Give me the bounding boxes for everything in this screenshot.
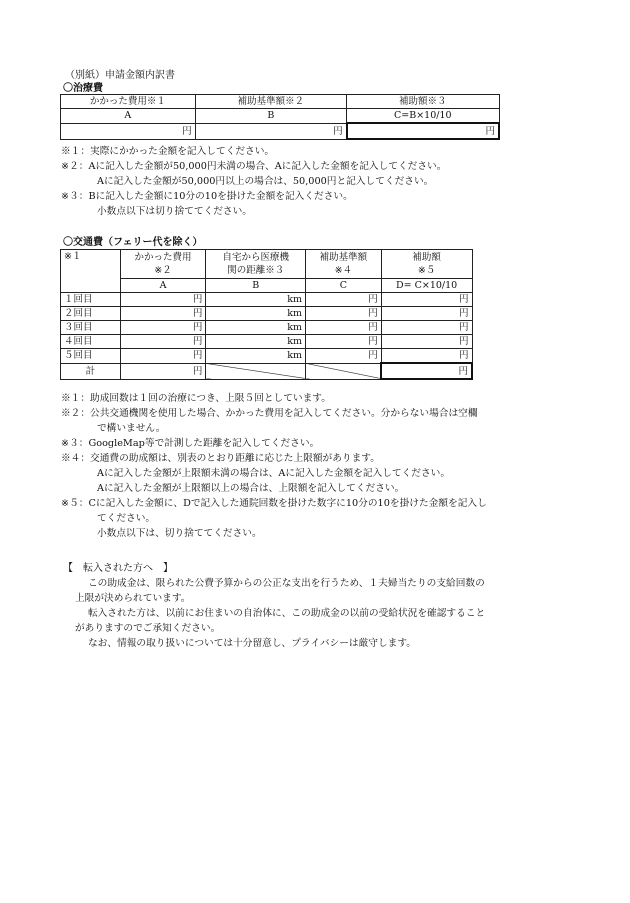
transfer-para-2b: がありますのでご承知ください。 [75, 623, 221, 634]
transport-cell-d[interactable]: 円 [381, 349, 472, 364]
treatment-header-c: 補助額※３ [347, 95, 499, 109]
treatment-input-b[interactable]: 円 [195, 123, 346, 139]
transport-row-label: ５回目 [61, 349, 121, 364]
transport-cell-b[interactable]: km [206, 293, 306, 307]
transport-cell-a[interactable]: 円 [120, 335, 206, 349]
transport-note-2: ※２：公共交通機関を使用した場合、かかった費用を記入してください。分からない場合は空欄 [61, 408, 478, 419]
transport-note-5b: てください。 [97, 513, 156, 524]
transport-cell-c[interactable]: 円 [306, 321, 382, 335]
transport-note-3: ※３：GoogleMap等で計測した距離を記入してください。 [61, 438, 320, 449]
document-title: （別紙）申請金額内訳書 [65, 70, 175, 81]
transport-header-d [381, 250, 472, 279]
transport-note-5: ※５：Cに記入した金額に、Dで記入した通院回数を掛けた数字に10分の10を掛けた金額を記入し [61, 498, 487, 509]
transport-code-b: B [206, 279, 306, 293]
transport-note-4c: Aに記入した金額が上限額以上の場合は、上限額を記入してください。 [97, 483, 405, 494]
transport-header-c-line1: 補助基準額 [319, 252, 368, 263]
treatment-code-b: B [195, 109, 346, 124]
transport-cell-b[interactable]: km [206, 335, 306, 349]
transfer-para-3: なお、情報の取り扱いについては十分留意し、プライバシーは厳守します。 [88, 638, 416, 649]
treatment-note-1: ※１：実際にかかった金額を記入してください。 [61, 146, 275, 157]
transport-note-5c: 小数点以下は、切り捨ててください。 [97, 528, 262, 539]
transport-row-5 [61, 349, 473, 364]
treatment-header-row [61, 95, 500, 109]
transfer-heading: 【 転入された方へ 】 [63, 563, 173, 574]
transport-cell-b[interactable]: km [206, 307, 306, 321]
transport-total-label: 計 [61, 363, 121, 379]
treatment-header-a: かかった費用※１ [61, 95, 196, 109]
transport-cell-c[interactable]: 円 [306, 293, 382, 307]
transport-code-a: A [120, 279, 206, 293]
transport-total-d[interactable]: 円 [381, 363, 472, 379]
transport-row-label: ４回目 [61, 335, 121, 349]
transport-row-1 [61, 293, 473, 307]
transport-note-4: ※４：交通費の助成額は、別表のとおり距離に応じた上限額があります。 [61, 453, 380, 464]
transport-total-row [61, 363, 473, 379]
transport-header-a [120, 250, 206, 279]
transport-note-2b: で構いません。 [97, 423, 166, 434]
treatment-note-2: ※２：Aに記入した金額が50,000円未満の場合、Aに記入した金額を記入してください。 [61, 161, 447, 172]
treatment-code-c: C=B×10/10 [347, 109, 499, 124]
transport-cell-a[interactable]: 円 [120, 307, 206, 321]
treatment-note-2b: Aに記入した金額が50,000円以上の場合は、50,000円と記入してください。 [97, 176, 434, 187]
transport-cell-b[interactable]: km [206, 321, 306, 335]
transport-row-4 [61, 335, 473, 349]
treatment-input-c[interactable]: 円 [347, 123, 499, 139]
transport-header-b [206, 250, 306, 279]
transport-cell-d[interactable]: 円 [381, 335, 472, 349]
transport-cell-d[interactable]: 円 [381, 307, 472, 321]
treatment-note-3: ※３：Bに記入した金額に10分の10を掛けた金額を記入ください。 [61, 191, 353, 202]
transport-note-4b: Aに記入した金額が上限額未満の場合は、Aに記入した金額を記入してください。 [97, 468, 451, 479]
transport-cell-a[interactable]: 円 [120, 321, 206, 335]
transport-cell-c[interactable]: 円 [306, 349, 382, 364]
transport-row-2 [61, 307, 473, 321]
transport-header-b-line2: 関の距離※３ [227, 265, 285, 276]
treatment-input-a[interactable]: 円 [61, 123, 196, 139]
transfer-para-1b: 上限が決められています。 [75, 593, 191, 604]
transport-total-c-slash [306, 363, 382, 379]
treatment-note-3b: 小数点以下は切り捨ててください。 [97, 206, 252, 217]
transport-row-label: ３回目 [61, 321, 121, 335]
transport-header-a-line2: ※２ [154, 265, 172, 276]
treatment-header-b: 補助基準額※２ [195, 95, 346, 109]
transfer-para-2: 転入された方は、以前にお住まいの自治体に、この助成金の以前の受給状況を確認すること [88, 608, 486, 619]
transport-header-col1: ※１ [61, 250, 121, 293]
transport-code-row [61, 279, 473, 293]
transport-row-label: １回目 [61, 293, 121, 307]
transport-row-3 [61, 321, 473, 335]
transport-header-b-line1: 自宅から医療機 [222, 252, 289, 263]
treatment-code-row [61, 109, 500, 124]
transport-row-label: ２回目 [61, 307, 121, 321]
treatment-heading: 〇治療費 [63, 83, 103, 94]
transport-cell-c[interactable]: 円 [306, 335, 382, 349]
transport-cell-d[interactable]: 円 [381, 293, 472, 307]
transport-header-row [61, 250, 473, 279]
transport-total-a[interactable]: 円 [120, 363, 206, 379]
transport-table [60, 249, 473, 380]
transport-total-b-slash [206, 363, 306, 379]
transport-cell-a[interactable]: 円 [120, 349, 206, 364]
treatment-code-a: A [61, 109, 196, 124]
treatment-input-row [61, 123, 500, 139]
transport-code-c: C [306, 279, 382, 293]
transport-cell-a[interactable]: 円 [120, 293, 206, 307]
transport-cell-b[interactable]: km [206, 349, 306, 364]
transport-cell-c[interactable]: 円 [306, 307, 382, 321]
transport-header-d-line1: 補助額 [412, 252, 441, 263]
transport-code-d: D= C×10/10 [381, 279, 472, 293]
transport-header-d-line2: ※５ [417, 265, 436, 276]
transport-header-a-line1: かかった費用 [134, 252, 192, 263]
transport-heading: 〇交通費（フェリー代を除く） [63, 237, 203, 248]
transport-header-c [306, 250, 382, 279]
transfer-para-1: この助成金は、限られた公費予算からの公正な支出を行うため、１夫婦当たりの支給回数の [88, 578, 485, 589]
transport-header-c-line2: ※４ [334, 265, 353, 276]
transport-cell-d[interactable]: 円 [381, 321, 472, 335]
treatment-table [60, 94, 500, 140]
transport-note-1: ※１：助成回数は１回の治療につき、上限５回としています。 [61, 393, 331, 404]
